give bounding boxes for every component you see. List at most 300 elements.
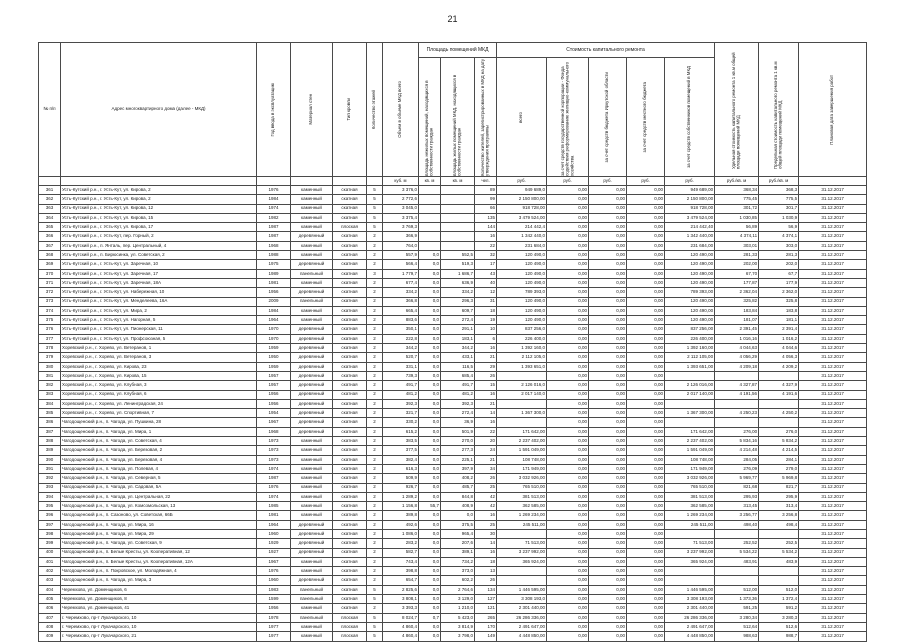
table-cell: 0,00 (547, 297, 589, 306)
table-cell: 31.12.2017 (799, 576, 867, 585)
table-cell: 5 (367, 223, 383, 232)
table-cell: 0,00 (627, 362, 665, 371)
table-cell: 0,0 (419, 316, 441, 325)
table-cell: 0,00 (589, 632, 627, 641)
table-cell: 4 191,6 (759, 390, 799, 399)
table-cell: 0,00 (547, 316, 589, 325)
table-row (39, 204, 867, 213)
table-cell: 1 392 160,0 (497, 344, 547, 353)
table-cell: 0,00 (627, 604, 665, 613)
table-cell: 0,00 (589, 278, 627, 287)
table-cell: 519,3 (441, 260, 475, 269)
table-cell: 368,34 (715, 186, 759, 195)
table-cell: 918 728,00 (497, 204, 547, 213)
table-cell: каменный (291, 204, 333, 213)
table-cell: 483,9 (759, 557, 799, 566)
table-cell: 303,01 (715, 241, 759, 250)
table-cell: 276,09 (715, 464, 759, 473)
table-row (39, 409, 867, 418)
table-cell: 609,7 (441, 306, 475, 315)
table-cell: 2 772,6 (383, 195, 419, 204)
table-row (39, 483, 867, 492)
table-cell: Усть-Кутский р.н., г. Усть-Кут, ул. Мира, 2 (61, 306, 257, 315)
table-cell: 381 513,00 (497, 492, 547, 501)
table-cell: 31.12.2017 (799, 334, 867, 343)
table-cell: 149 (475, 632, 497, 641)
col-no-label: № п/п (43, 106, 56, 112)
table-row (39, 595, 867, 604)
table-cell: 1 086,0 (383, 529, 419, 538)
table-cell: 1968 (257, 241, 291, 250)
table-cell: 31.12.2017 (799, 399, 867, 408)
table-cell: скатная (333, 316, 367, 325)
table-cell: Усть-Кутский р.н., г. Усть-Кут, ул. Кирова, 2 (61, 195, 257, 204)
table-cell (497, 371, 547, 380)
table-cell: 2 491 647,00 (497, 622, 547, 631)
table-cell: 0,00 (589, 622, 627, 631)
table-cell: 5 (367, 186, 383, 195)
table-cell: 31.12.2017 (799, 344, 867, 353)
table-cell: 481,2 (383, 390, 419, 399)
table-cell: 0,00 (547, 548, 589, 557)
table-cell: 2 391,4 (759, 325, 799, 334)
table-cell: 408,9 (441, 502, 475, 511)
table-cell: 3 769,3 (383, 223, 419, 232)
table-cell: 2 (367, 297, 383, 306)
table-cell: 485,7 (441, 483, 475, 492)
table-cell: 3 814,9 (441, 622, 475, 631)
table-cell: 0,00 (627, 502, 665, 511)
table-cell: 31.12.2017 (799, 632, 867, 641)
table-cell: Усть-Кутский р.н., г. Усть-Кут, ул. Кирова, 2 (61, 186, 257, 195)
table-cell: 31.12.2017 (799, 604, 867, 613)
table-cell: 303,0 (759, 241, 799, 250)
col-volume-label: Объем в объеме МКД всего (397, 81, 403, 138)
table-cell: 4 374,1 (759, 232, 799, 241)
table-cell: 144 (475, 223, 497, 232)
table-row (39, 437, 867, 446)
table-cell: 225,1 (441, 455, 475, 464)
table-cell: 0,00 (547, 567, 589, 576)
table-cell: скатная (333, 213, 367, 222)
table-cell: 0,00 (547, 492, 589, 501)
table-cell: 5 (367, 632, 383, 641)
table-cell: 4 250,2 (759, 409, 799, 418)
table-row (39, 585, 867, 594)
table-cell: 5 423,0 (441, 613, 475, 622)
table-cell: 0,00 (627, 269, 665, 278)
table-cell: 0,00 (627, 251, 665, 260)
table-cell: скатная (333, 492, 367, 501)
table-cell: каменный (291, 474, 333, 483)
table-cell: 1 392 160,00 (665, 344, 715, 353)
table-cell: 120 490,0 (497, 297, 547, 306)
col-max-cost-header (759, 43, 799, 177)
table-cell: 3 237 992,00 (665, 548, 715, 557)
table-cell: 226 400,00 (665, 334, 715, 343)
table-cell: Усть-Кутский р.н., г. Усть-Кут, ул. Менделеева, 16А (61, 297, 257, 306)
table-cell: деревянный (291, 381, 333, 390)
table-row (39, 427, 867, 436)
table-cell: 0,00 (547, 464, 589, 473)
col-year-header (257, 43, 291, 177)
table-cell: 2 (367, 604, 383, 613)
table-row (39, 186, 867, 195)
table-cell: 31.12.2017 (799, 427, 867, 436)
table-cell: 0,00 (589, 483, 627, 492)
table-cell: 739,3 (383, 371, 419, 380)
table-cell: 1964 (257, 316, 291, 325)
table-cell: 3 129,0 (441, 595, 475, 604)
table-cell (441, 204, 475, 213)
table-cell: скатная (333, 195, 367, 204)
table-cell: 0,00 (589, 353, 627, 362)
table-row (39, 316, 867, 325)
table-cell: 5 (367, 622, 383, 631)
table-cell: 0,00 (627, 437, 665, 446)
table-cell: 4 209,2 (759, 362, 799, 371)
table-cell: 5 534,22 (715, 548, 759, 557)
table-row (39, 278, 867, 287)
table-cell: 21 (475, 353, 497, 362)
table-cell: 883,6 (383, 316, 419, 325)
table-cell: 0,00 (589, 548, 627, 557)
table-cell: скатная (333, 548, 367, 557)
table-cell: 0,00 (589, 613, 627, 622)
table-cell: 0,00 (589, 437, 627, 446)
table-cell: 0,00 (589, 362, 627, 371)
table-cell: 0,0 (419, 418, 441, 427)
table-cell: 0,00 (627, 567, 665, 576)
table-cell: 1975 (257, 260, 291, 269)
table-cell: 281,33 (715, 251, 759, 260)
table-cell: 0,00 (627, 186, 665, 195)
table-cell (497, 567, 547, 576)
table-cell: 31.12.2017 (799, 204, 867, 213)
table-cell (497, 529, 547, 538)
table-cell: деревянный (291, 260, 333, 269)
table-cell: 277,3 (441, 446, 475, 455)
table-cell: 0,00 (547, 269, 589, 278)
table-row (39, 446, 867, 455)
table-cell: 321,7 (383, 409, 419, 418)
table-cell: 4 250,23 (715, 409, 759, 418)
table-cell: 2 (367, 502, 383, 511)
table-cell: 498,40 (715, 520, 759, 529)
col-deadline-header (799, 43, 867, 177)
table-cell: 0,00 (589, 418, 627, 427)
page-number: 21 (447, 14, 458, 24)
table-cell: 171 642,00 (497, 427, 547, 436)
col-specific-cost-header (715, 43, 759, 177)
table-cell: 3 798,0 (441, 632, 475, 641)
table-cell: 1950 (257, 353, 291, 362)
table-cell (419, 186, 441, 195)
table-cell: 2 017 140,00 (665, 390, 715, 399)
table-cell: 0,0 (419, 409, 441, 418)
unit-cell (367, 177, 383, 186)
table-cell: 4 448 850,00 (497, 632, 547, 641)
table-cell: 1929 (257, 539, 291, 548)
table-cell: 1 342 440,0 (497, 232, 547, 241)
table-cell: 120 490,0 (497, 260, 547, 269)
table-row (39, 344, 867, 353)
table-cell: 0,00 (547, 418, 589, 427)
table-cell: 1974 (257, 492, 291, 501)
table-cell: 837 256,0 (497, 325, 547, 334)
table-cell (419, 232, 441, 241)
table-cell: 8 024,7 (383, 613, 419, 622)
table-cell: 0,00 (547, 288, 589, 297)
table-cell: каменный (291, 604, 333, 613)
table-cell: 382 (39, 381, 61, 390)
table-cell: 386 (39, 418, 61, 427)
table-cell: скатная (333, 427, 367, 436)
table-cell: 3 280,34 (715, 613, 759, 622)
table-cell: 3 375,4 (383, 213, 419, 222)
table-cell: 2 825,6 (383, 585, 419, 594)
table-cell: 0,00 (589, 306, 627, 315)
unit-cell: кв. м (441, 177, 475, 186)
table-cell: 0,00 (627, 520, 665, 529)
capital-repair-table (38, 42, 867, 642)
table-cell (715, 529, 759, 538)
table-cell: 1981 (257, 511, 291, 520)
table-row (39, 511, 867, 520)
table-cell: Черемхово, ул. Доменщиков, 8 (61, 595, 257, 604)
table-cell (759, 529, 799, 538)
table-cell: деревянный (291, 418, 333, 427)
table-cell: 1989 (257, 269, 291, 278)
table-cell: 0,00 (627, 213, 665, 222)
table-cell: 170 (475, 622, 497, 631)
table-cell: деревянный (291, 520, 333, 529)
table-cell: 0,00 (627, 539, 665, 548)
table-cell: каменный (291, 195, 333, 204)
table-cell: Чагодощенский р.н., п. Чагода, ул. Березовая, 2 (61, 446, 257, 455)
table-cell: 0,00 (627, 576, 665, 585)
table-cell: 2 112 105,0 (497, 353, 547, 362)
table-cell: каменный (291, 557, 333, 566)
table-cell: 1956 (257, 288, 291, 297)
table-cell: скатная (333, 539, 367, 548)
table-cell: 0,00 (547, 381, 589, 390)
table-cell: 0,0 (419, 529, 441, 538)
table-cell: 31.12.2017 (799, 418, 867, 427)
col-floors-label: Количество этажей (371, 89, 377, 130)
table-cell: 1981 (257, 278, 291, 287)
table-cell: 381 513,00 (665, 492, 715, 501)
col-cost-total-header (497, 58, 547, 177)
table-cell: 214 442,4 (497, 223, 547, 232)
table-cell: 31.12.2017 (799, 483, 867, 492)
table-cell: 120 490,0 (497, 269, 547, 278)
table-cell: 509,9 (383, 474, 419, 483)
table-cell: деревянный (291, 390, 333, 399)
table-cell: 2 (367, 381, 383, 390)
table-cell: 31.12.2017 (799, 557, 867, 566)
table-cell: 636,9 (441, 278, 475, 287)
table-cell: плоская (333, 223, 367, 232)
table-cell (419, 204, 441, 213)
table-cell: 498,4 (759, 520, 799, 529)
col-specific-cost-label: Удельная стоимость капитального ремонта 1 кв.м общей площади помещений МКД (730, 51, 741, 169)
table-cell: 10 (475, 325, 497, 334)
table-cell: 368,3 (759, 186, 799, 195)
table-cell: 1976 (257, 186, 291, 195)
table-row (39, 325, 867, 334)
table-cell: 4 860,4 (383, 622, 419, 631)
table-cell: 2 (367, 344, 383, 353)
table-cell: 0,0 (419, 251, 441, 260)
table-cell: 821,7 (759, 483, 799, 492)
table-cell: 2 (367, 520, 383, 529)
col-floors-header (367, 43, 383, 177)
table-cell: 2 (367, 362, 383, 371)
table-cell: 0,0 (419, 492, 441, 501)
table-cell: 16 (475, 344, 497, 353)
table-row (39, 269, 867, 278)
table-cell: Усть-Кутский р.н., г. Усть-Кут, ул. Кирова, 17 (61, 223, 257, 232)
table-cell: Хоревский р.н., г. Хорево, ул. Спортивная, 7 (61, 409, 257, 418)
table-cell: скатная (333, 362, 367, 371)
table-cell: 135 (475, 213, 497, 222)
table-cell: 0,00 (627, 344, 665, 353)
table-cell: 0,00 (589, 241, 627, 250)
table-cell: 0,00 (547, 437, 589, 446)
table-cell: 387 (39, 427, 61, 436)
table-cell: 0,00 (589, 251, 627, 260)
table-cell: 405 (39, 595, 61, 604)
table-cell: 207,6 (441, 539, 475, 548)
table-cell: 373 (39, 297, 61, 306)
table-cell: Усть-Кутский р.н., г. Усть-Кут, ул. Нагорная, 5 (61, 316, 257, 325)
table-cell: 55,7 (419, 502, 441, 511)
table-cell: 42 (475, 502, 497, 511)
table-body (39, 186, 867, 642)
table-cell: 0,00 (589, 474, 627, 483)
table-cell: 0,00 (589, 492, 627, 501)
table-cell: скатная (333, 557, 367, 566)
table-cell: 389 (39, 446, 61, 455)
table-cell: 31.12.2017 (799, 474, 867, 483)
table-cell: 0,00 (627, 585, 665, 594)
table-cell: 31.12.2017 (799, 502, 867, 511)
table-cell: 31.12.2017 (799, 529, 867, 538)
table-cell: 181,07 (715, 316, 759, 325)
table-cell: 512,6 (759, 622, 799, 631)
table-cell: 0,00 (547, 390, 589, 399)
table-cell: 2 (367, 474, 383, 483)
table-cell: 0,0 (419, 483, 441, 492)
table-cell: 120 490,00 (665, 316, 715, 325)
table-cell: 0,00 (627, 548, 665, 557)
table-cell (715, 371, 759, 380)
table-cell: каменный (291, 437, 333, 446)
table-cell: 26 (475, 474, 497, 483)
table-cell: 34 (475, 464, 497, 473)
table-cell: панельный (291, 585, 333, 594)
table-cell: 2 (367, 446, 383, 455)
table-cell: 344,2 (441, 344, 475, 353)
table-cell: 20 (475, 437, 497, 446)
table-cell: 395 (39, 502, 61, 511)
table-cell: скатная (333, 567, 367, 576)
table-cell: 1982 (257, 213, 291, 222)
table-cell: 0,0 (419, 399, 441, 408)
table-row (39, 241, 867, 250)
table-cell: 0,00 (589, 260, 627, 269)
table-cell: 265 (475, 613, 497, 622)
table-cell: 0,00 (589, 213, 627, 222)
table-cell (419, 223, 441, 232)
table-row (39, 539, 867, 548)
table-cell: 0,00 (547, 455, 589, 464)
table-cell: 31.12.2017 (799, 260, 867, 269)
col-roof-label: Тип кровли (346, 98, 352, 121)
table-cell: 821,68 (715, 483, 759, 492)
table-cell: 1984 (257, 306, 291, 315)
table-cell: 1 446 595,00 (665, 585, 715, 594)
table-cell: 380 (39, 362, 61, 371)
table-cell: 16 (475, 548, 497, 557)
table-cell: 0,00 (547, 334, 589, 343)
table-cell: 2 (367, 539, 383, 548)
table-cell: 17 (475, 260, 497, 269)
table-cell: 0,00 (627, 334, 665, 343)
table-cell: 2 112 105,00 (665, 353, 715, 362)
table-cell: 24 (475, 446, 497, 455)
table-cell: 0,00 (547, 474, 589, 483)
table-cell: 0,00 (589, 557, 627, 566)
table-cell: 25 (475, 483, 497, 492)
table-cell: 0,00 (547, 223, 589, 232)
table-cell: 0,00 (627, 297, 665, 306)
table-cell: 0,00 (627, 492, 665, 501)
table-cell: деревянный (291, 353, 333, 362)
table-cell: Черемхово, ул. Доменщиков, 41 (61, 604, 257, 613)
table-cell: 1974 (257, 464, 291, 473)
table-cell: деревянный (291, 288, 333, 297)
table-cell: 0,00 (627, 399, 665, 408)
table-cell: 3 032 926,00 (497, 474, 547, 483)
table-cell: 1 156,8 (383, 502, 419, 511)
table-cell: 31.12.2017 (799, 409, 867, 418)
table-cell: 252,52 (715, 539, 759, 548)
table-cell: скатная (333, 232, 367, 241)
table-cell: 0,00 (627, 288, 665, 297)
table-cell (715, 418, 759, 427)
table-cell: 364 (39, 213, 61, 222)
table-cell: скатная (333, 344, 367, 353)
table-cell: 582,7 (383, 548, 419, 557)
table-cell: 0,0 (419, 464, 441, 473)
table-cell: 0,0 (419, 288, 441, 297)
table-cell: 0,00 (547, 557, 589, 566)
col-no-header (39, 43, 61, 177)
col-max-cost-label: Предельная стоимость капитального ремонта 1 кв.м общей площади помещений МКД (772, 61, 783, 169)
table-cell: Черемхово, ул. Доменщиков, 6 (61, 585, 257, 594)
table-row (39, 297, 867, 306)
table-cell: 0,0 (419, 622, 441, 631)
table-cell: 31.12.2017 (799, 223, 867, 232)
table-cell: 0,00 (589, 381, 627, 390)
table-cell: 2 (367, 576, 383, 585)
table-cell: 0,00 (547, 251, 589, 260)
table-cell: 1954 (257, 409, 291, 418)
table-cell: 0,0 (419, 604, 441, 613)
table-cell: Чагодощенский р.н., п. Чагода, ул. Советская, 9 (61, 539, 257, 548)
